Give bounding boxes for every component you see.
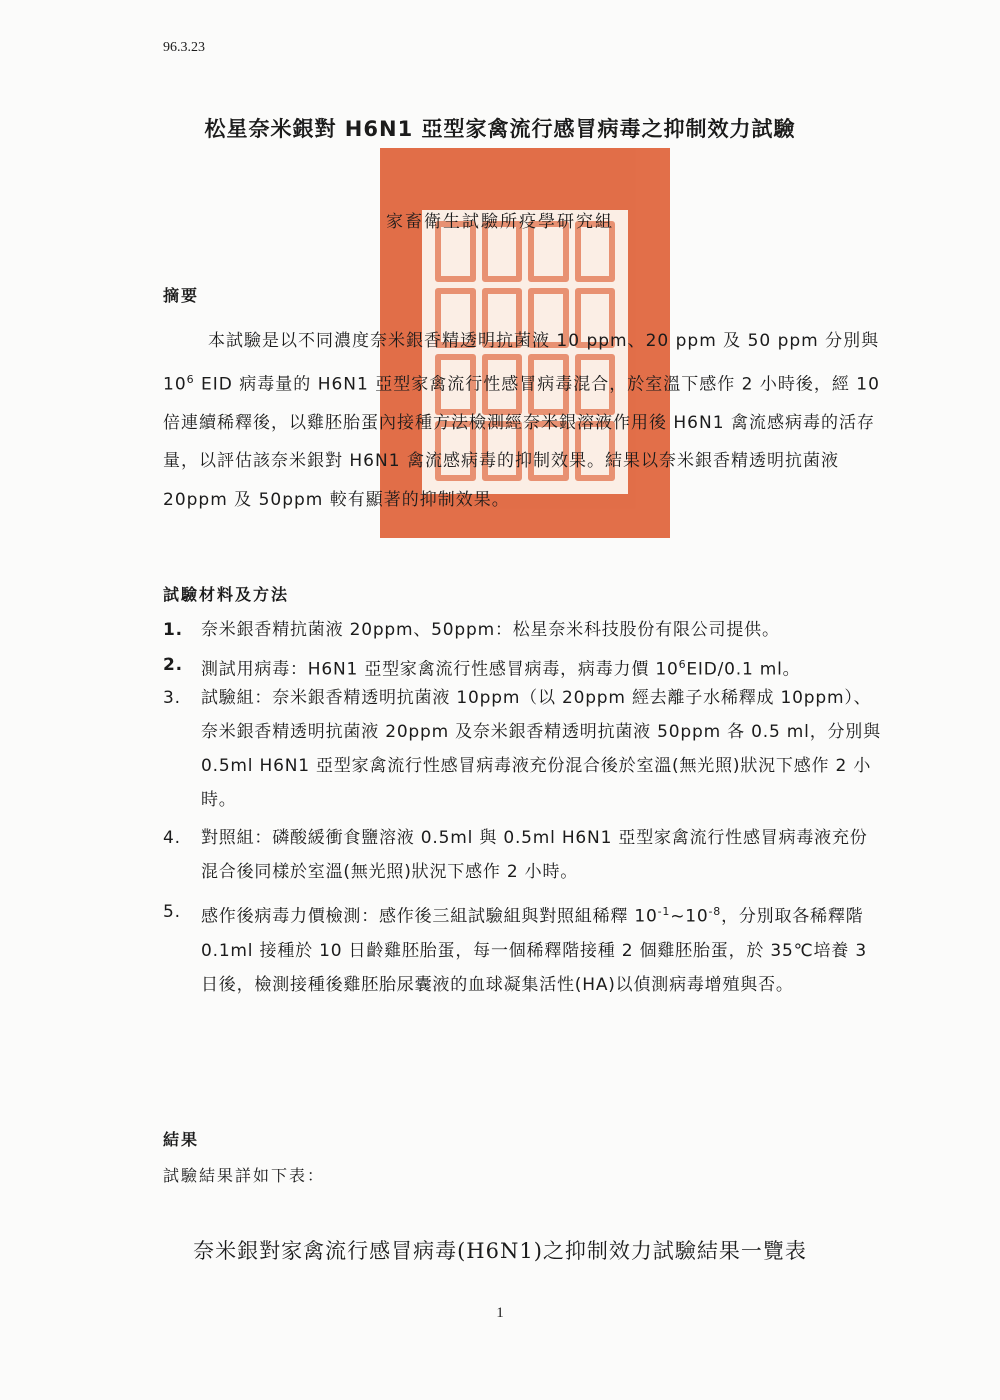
document-title: 松星奈米銀對 H6N1 亞型家禽流行感冒病毒之抑制效力試驗 bbox=[204, 117, 796, 141]
table-title: 奈米銀對家禽流行感冒病毒(H6N1)之抑制效力試驗結果一覽表 bbox=[193, 1239, 807, 1263]
method-item-5 bbox=[163, 895, 893, 1002]
results-text: 試驗結果詳如下表： bbox=[163, 1166, 326, 1185]
abstract-heading: 摘要 bbox=[163, 286, 200, 305]
item-text-c: ，分別取各稀釋階 0.1ml 接種於 10 日齡雞胚胎蛋，每一個稀釋階接種 2 個雞胚胎蛋，於 35℃培養 3 日後，檢測接種後雞胚胎尿囊液的血球凝集活性(HA)以偵測病毒增殖與否。 bbox=[201, 906, 867, 995]
abstract-paragraph bbox=[163, 322, 893, 519]
item-text-a: 感作後病毒力價檢測：感作後三組試驗組與對照組稀釋 10 bbox=[201, 906, 658, 927]
item-sup-b: -8 bbox=[708, 905, 722, 918]
item-number: 5. bbox=[163, 902, 181, 922]
document-date: 96.3.23 bbox=[163, 40, 205, 55]
item-text-b: EID/0.1 ml。 bbox=[686, 659, 801, 680]
page-number: 1 bbox=[496, 1305, 504, 1321]
item-text: 試驗組：奈米銀香精透明抗菌液 10ppm（以 20ppm 經去離子水稀釋成 10ppm）、奈米銀香精透明抗菌液 20ppm 及奈米銀香精透明抗菌液 50ppm 各 0.5 ml，分別與 0.5ml H6N1 亞型家禽流行性感冒病毒液充份混合後於室溫(無光照)狀況下感作 2 小時。 bbox=[201, 688, 881, 810]
item-number: 3. bbox=[163, 688, 181, 708]
item-text: 對照組：磷酸緩衝食鹽溶液 0.5ml 與 0.5ml H6N1 亞型家禽流行性感冒病毒液充份混合後同樣於室溫(無光照)狀況下感作 2 小時。 bbox=[201, 828, 868, 882]
results-heading: 結果 bbox=[163, 1130, 200, 1149]
item-sup: 6 bbox=[678, 658, 687, 671]
method-item-1 bbox=[163, 613, 893, 647]
item-text: 奈米銀香精抗菌液 20ppm、50ppm：松星奈米科技股份有限公司提供。 bbox=[201, 620, 780, 640]
item-number: 2. bbox=[163, 655, 183, 675]
item-number: 4. bbox=[163, 828, 181, 848]
item-text-b: ~10 bbox=[670, 906, 709, 927]
item-number: 1. bbox=[163, 620, 183, 640]
abstract-text-2: EID 病毒量的 H6N1 亞型家禽流行性感冒病毒混合，於室溫下感作 2 小時後，經 10 倍連續稀釋後，以雞胚胎蛋內接種方法檢測經奈米銀溶液作用後 H6N1 禽流感病毒的活存量，以評估該奈米銀對 H6N1 禽流感病毒的抑制效果。結果以奈米銀香精透明抗菌液 20ppm 及 50ppm 較有顯著的抑制效果。 bbox=[163, 374, 880, 510]
item-sup-a: -1 bbox=[657, 905, 671, 918]
method-item-4 bbox=[163, 821, 893, 889]
methods-heading: 試驗材料及方法 bbox=[163, 585, 290, 604]
item-text bbox=[201, 895, 881, 1002]
item-text-a: 測試用病毒：H6N1 亞型家禽流行性感冒病毒，病毒力價 10 bbox=[201, 659, 679, 680]
abstract-text-1: 本試驗是以不同濃度奈米銀香精透明抗菌液 10 ppm、20 ppm 及 50 ppm 分別與 10 bbox=[163, 331, 880, 395]
organization-name: 家畜衛生試驗所疫學研究組 bbox=[386, 212, 614, 232]
abstract-sup: 6 bbox=[186, 372, 195, 386]
method-item-3 bbox=[163, 681, 893, 817]
